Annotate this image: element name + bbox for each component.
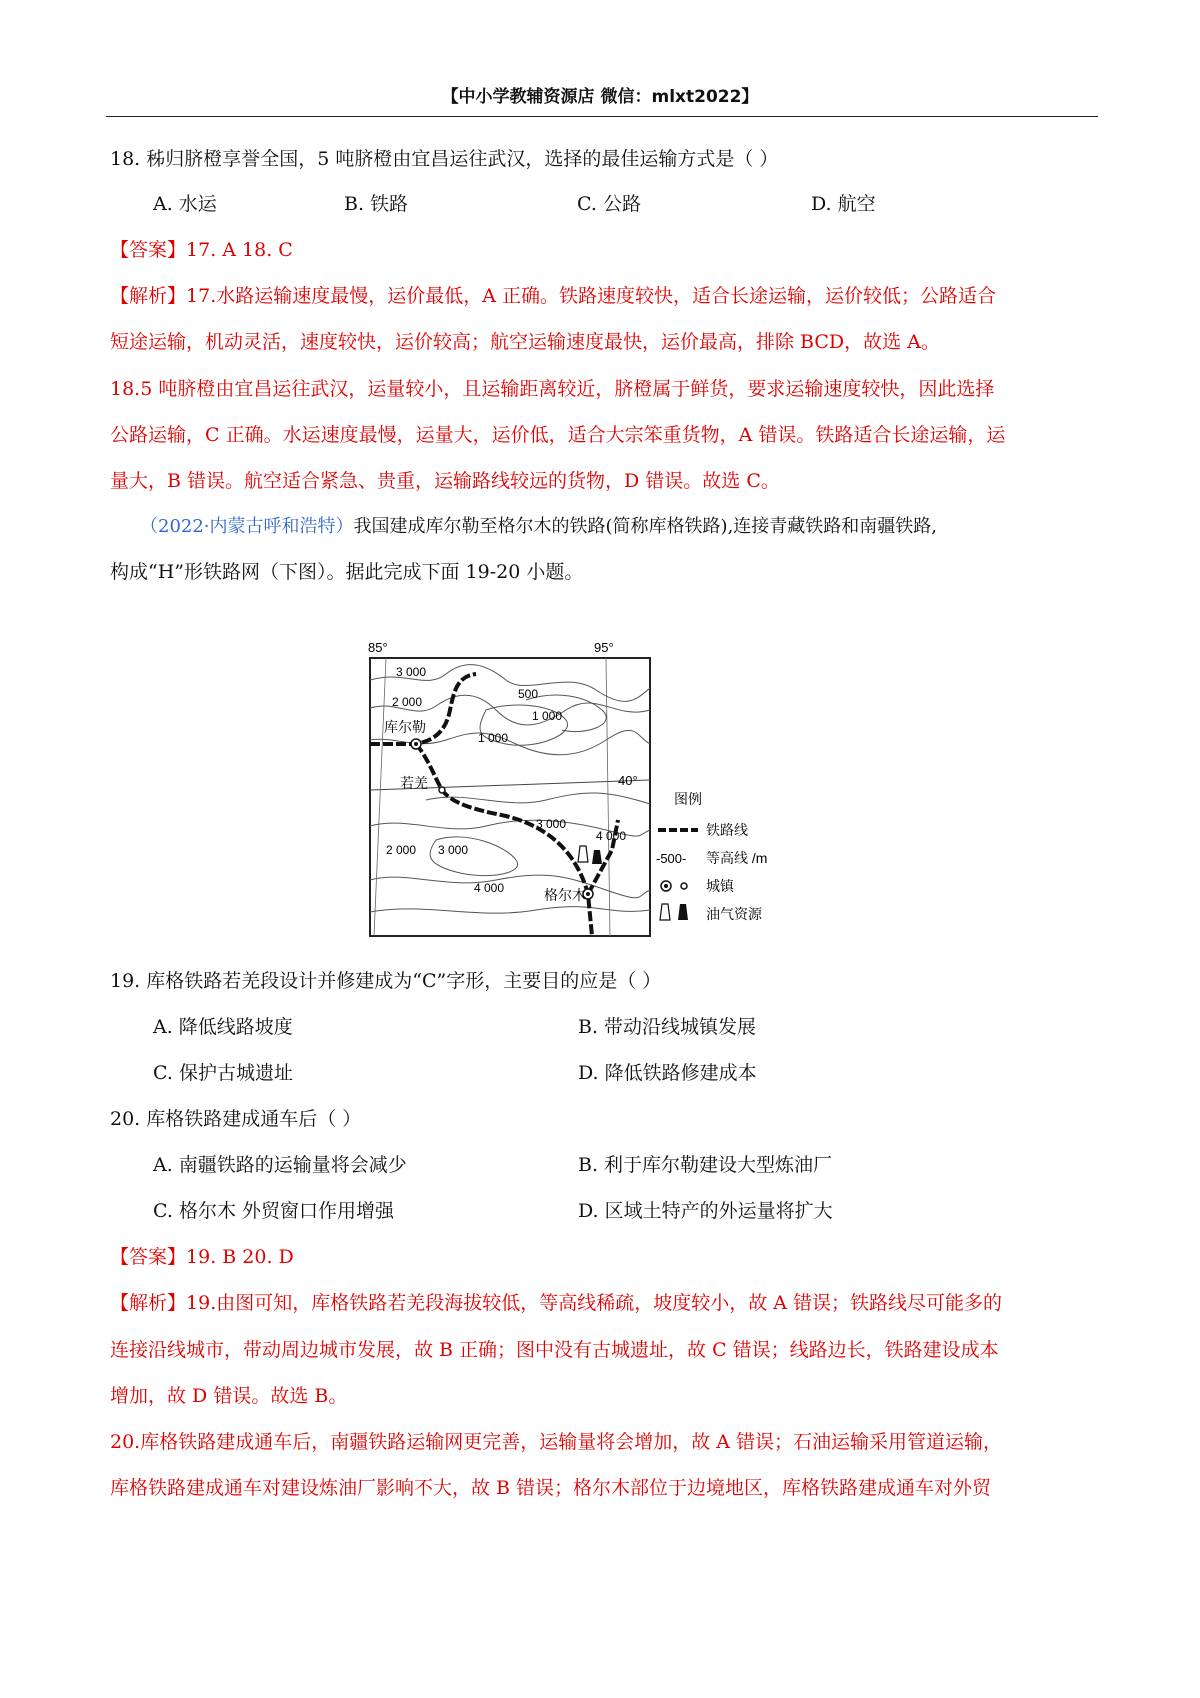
contour-label-5: 1 000 xyxy=(478,731,509,745)
q18-option-d: D. 航空 xyxy=(811,193,876,215)
analysis-1-tag: 【解析】 xyxy=(110,285,187,307)
contour-label-1: 3 000 xyxy=(396,665,427,679)
q18-option-c: C. 公路 xyxy=(577,193,641,215)
q20-option-c: C. 格尔木 外贸窗口作用增强 xyxy=(153,1200,394,1222)
analysis-1-line-2: 短途运输，机动灵活，速度较快，运价较高；航空运输速度最快，运价最高，排除 BCD，故选 A。 xyxy=(110,331,940,353)
analysis-2-line-3: 增加，故 D 错误。故选 B。 xyxy=(110,1385,348,1407)
lat-label-40: 40° xyxy=(618,773,638,788)
analysis-2-line-4: 20.库格铁路建成通车后，南疆铁路运输网更完善，运输量将会增加，故 A 错误；石油运输采用管道运输， xyxy=(110,1431,1003,1453)
q20-option-b: B. 利于库尔勒建设大型炼油厂 xyxy=(578,1154,833,1176)
answer-2-text: 19. B 20. D xyxy=(186,1246,294,1268)
contour-label-7: 4 000 xyxy=(596,829,627,843)
analysis-1-line-5: 量大，B 错误。航空适合紧急、贵重，运输路线较远的货物，D 错误。故选 C。 xyxy=(110,470,780,492)
answer-2 xyxy=(110,1242,294,1269)
q18-stem: 18. 秭归脐橙享誉全国，5 吨脐橙由宜昌运往武汉，选择的最佳运输方式是（ ） xyxy=(110,148,779,170)
q19-option-d: D. 降低铁路修建成本 xyxy=(578,1062,757,1084)
legend-contour-label: 等高线 /m xyxy=(706,850,768,866)
city-korla-label: 库尔勒 xyxy=(384,719,426,735)
legend-city-icon-dot xyxy=(664,884,668,888)
city-ruoqiang-marker xyxy=(439,787,445,793)
analysis-1-line-3: 18.5 吨脐橙由宜昌运往武汉，运量较小，且运输距离较近，脐橙属于鲜货，要求运输速度较快，因此选择 xyxy=(110,378,995,400)
q18-option-a: A. 水运 xyxy=(153,193,217,215)
q18-option-b: B. 铁路 xyxy=(344,193,409,215)
analysis-1-line-4: 公路运输，C 正确。水运速度最慢，运量大，运价低，适合大宗笨重货物，A 错误。铁路适合长途运输，运 xyxy=(110,424,1006,446)
analysis-1-line-1 xyxy=(110,281,996,308)
legend-city-icon-small xyxy=(681,883,687,889)
answer-1-text: 17. A 18. C xyxy=(186,239,293,261)
header-rule xyxy=(106,116,1098,117)
intro-text-1: 我国建成库尔勒至格尔木的铁路(简称库格铁路),连接青藏铁路和南疆铁路, xyxy=(353,516,938,537)
answer-1-tag: 【答案】 xyxy=(110,239,187,261)
intro-line-1 xyxy=(140,512,937,538)
contour-label-8: 2 000 xyxy=(386,843,417,857)
contour-label-3: 500 xyxy=(518,687,539,701)
legend-oil-label: 油气资源 xyxy=(706,906,762,922)
city-ruoqiang-label: 若羌 xyxy=(400,775,428,791)
q19-option-a: A. 降低线路坡度 xyxy=(153,1016,293,1038)
q20-option-d: D. 区域土特产的外运量将扩大 xyxy=(578,1200,833,1222)
legend-contour-sample: -500- xyxy=(656,851,687,866)
legend-city-label: 城镇 xyxy=(706,878,734,894)
analysis-2-line-1 xyxy=(110,1288,1002,1315)
legend-railway-label: 铁路线 xyxy=(706,822,748,838)
legend-oil-icon-filled xyxy=(678,904,688,920)
q19-stem: 19. 库格铁路若羌段设计并修建成为“C”字形，主要目的应是（ ） xyxy=(110,970,662,992)
intro-line-2: 构成“H”形铁路网（下图）。据此完成下面 19-20 小题。 xyxy=(110,561,584,583)
q19-option-b: B. 带动沿线城镇发展 xyxy=(578,1016,757,1038)
intro-source: （2022·内蒙古呼和浩特） xyxy=(140,516,354,537)
analysis-2-line-2: 连接沿线城市，带动周边城市发展，故 B 正确；图中没有古城遗址，故 C 错误；线路边长，铁路建设成本 xyxy=(110,1339,999,1361)
city-korla-dot xyxy=(414,742,418,746)
legend-title: 图例 xyxy=(674,791,702,807)
answer-1 xyxy=(110,235,293,262)
analysis-2-tag: 【解析】 xyxy=(110,1292,187,1314)
city-golmud-label: 格尔木 xyxy=(544,887,586,903)
q19-option-c: C. 保护古城遗址 xyxy=(153,1062,293,1084)
contour-label-2: 2 000 xyxy=(392,695,423,709)
q20-option-a: A. 南疆铁路的运输量将会减少 xyxy=(153,1154,407,1176)
analysis-1-text-1: 17.水路运输速度最慢，运价最低，A 正确。铁路速度较快，适合长途运输，运价较低；公路适合 xyxy=(186,285,996,307)
legend-oil-icon-outline xyxy=(660,904,670,920)
analysis-2-text-1: 19.由图可知，库格铁路若羌段海拔较低，等高线稀疏，坡度较小，故 A 错误；铁路线尽可能多的 xyxy=(186,1292,1003,1314)
analysis-2-line-5: 库格铁路建成通车对建设炼油厂影响不大，故 B 错误；格尔木部位于边境地区，库格铁路建成通车对外贸 xyxy=(110,1477,992,1499)
contour-label-6: 3 000 xyxy=(536,817,567,831)
lon-label-95: 95° xyxy=(594,640,614,655)
lon-label-85: 85° xyxy=(368,640,388,655)
answer-2-tag: 【答案】 xyxy=(110,1246,187,1268)
q20-stem: 20. 库格铁路建成通车后（ ） xyxy=(110,1108,362,1130)
railway-contour-map xyxy=(366,640,846,940)
contour-label-9: 3 000 xyxy=(438,843,469,857)
page-header: 【中小学教辅资源店 微信：mlxt2022】 xyxy=(441,87,759,107)
contour-label-10: 4 000 xyxy=(474,881,505,895)
city-golmud-dot xyxy=(586,892,590,896)
contour-label-4: 1 000 xyxy=(532,709,563,723)
